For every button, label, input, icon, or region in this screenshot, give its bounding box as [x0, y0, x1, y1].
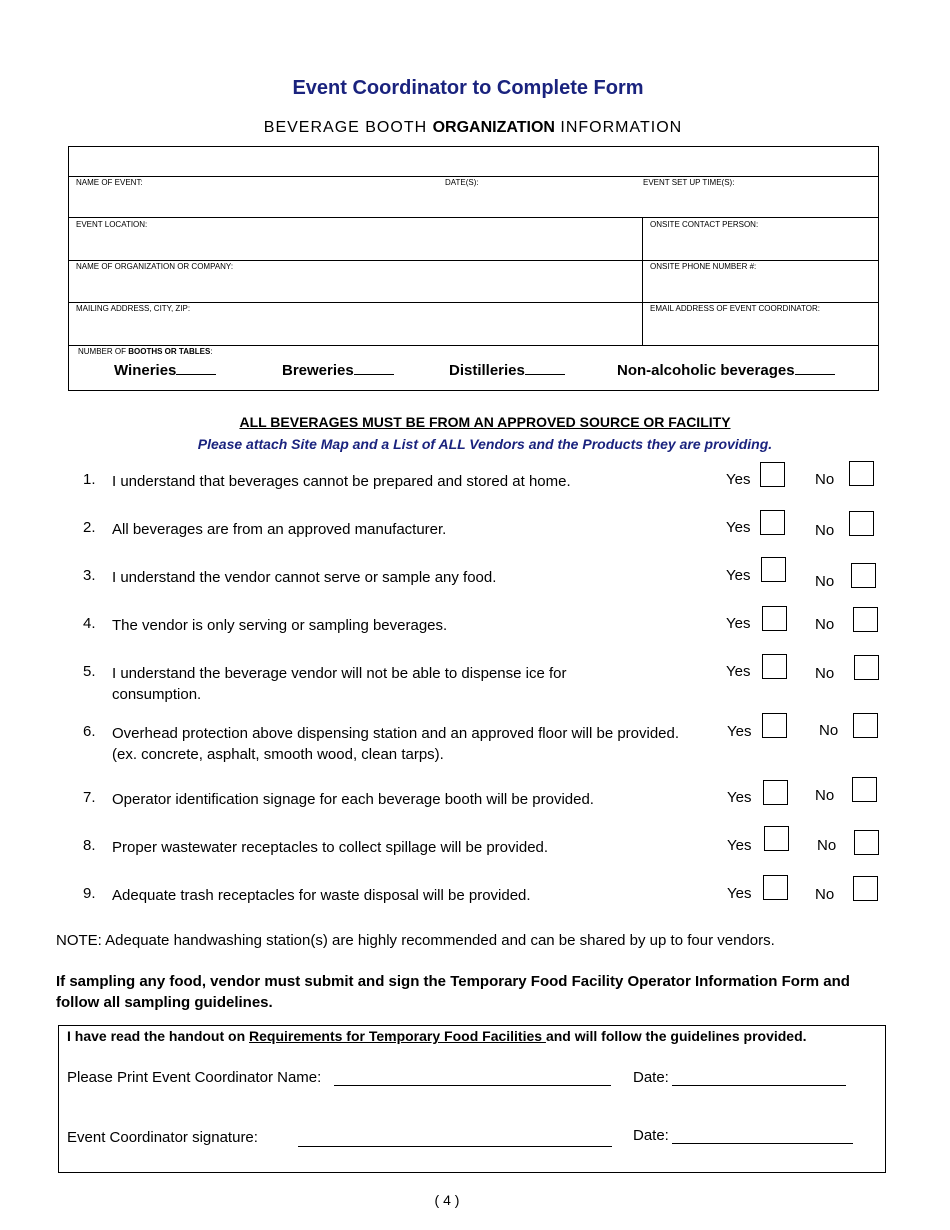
- question-line-2: (ex. concrete, asphalt, smooth wood, clean tarps).: [112, 746, 444, 763]
- yes-label: Yes: [727, 723, 752, 740]
- no-checkbox[interactable]: [853, 876, 878, 901]
- question-number: 2.: [83, 519, 96, 536]
- yes-checkbox[interactable]: [763, 780, 788, 805]
- question-number: 6.: [83, 723, 96, 740]
- question-line-2: consumption.: [112, 686, 202, 703]
- date-line[interactable]: [672, 1085, 846, 1086]
- no-label: No: [815, 665, 835, 682]
- booths-bold: BOOTHS OR TABLES: [128, 347, 211, 356]
- subtitle-pre: BEVERAGE BOOTH: [263, 119, 433, 136]
- question-line: Overhead protection above dispensing station and an approved floor will be provided.: [112, 725, 680, 742]
- yes-label: Yes: [727, 789, 752, 806]
- question-number: 4.: [83, 615, 96, 632]
- booths-post: :: [210, 347, 213, 356]
- setup-time-field[interactable]: EVENT SET UP TIME(S):: [643, 178, 735, 187]
- yes-checkbox[interactable]: [760, 510, 785, 535]
- question-text: Adequate trash receptacles for waste disposal will be provided.: [112, 887, 531, 904]
- no-label: No: [815, 573, 835, 590]
- no-checkbox[interactable]: [849, 511, 874, 536]
- ack-pre: I have read the handout on: [67, 1028, 250, 1044]
- question-text: All beverages are from an approved manufacturer.: [112, 521, 447, 538]
- nonalcoholic-label: Non-alcoholic beverages: [617, 362, 795, 379]
- breweries-blank[interactable]: [354, 360, 394, 375]
- subtitle-post: INFORMATION: [554, 119, 683, 136]
- table-divider: [68, 217, 879, 218]
- question-number: 9.: [83, 885, 96, 902]
- no-checkbox[interactable]: [853, 607, 878, 632]
- onsite-phone-field[interactable]: ONSITE PHONE NUMBER #:: [650, 262, 757, 271]
- no-checkbox[interactable]: [852, 777, 877, 802]
- question-text: [112, 723, 717, 765]
- yes-checkbox[interactable]: [762, 606, 787, 631]
- yes-label: Yes: [726, 471, 751, 488]
- question-number: 7.: [83, 789, 96, 806]
- form-title: Event Coordinator to Complete Form: [292, 77, 644, 99]
- no-label: No: [815, 787, 835, 804]
- question-text: Proper wastewater receptacles to collect spillage will be provided.: [112, 839, 549, 856]
- no-checkbox[interactable]: [854, 830, 879, 855]
- distilleries-blank[interactable]: [525, 360, 565, 375]
- table-divider: [68, 176, 879, 177]
- yes-label: Yes: [726, 519, 751, 536]
- distilleries-label: Distilleries: [449, 362, 525, 379]
- no-label: No: [815, 886, 835, 903]
- no-checkbox[interactable]: [853, 713, 878, 738]
- no-label: No: [817, 837, 837, 854]
- date-line-2[interactable]: [672, 1143, 853, 1144]
- wineries-label: Wineries: [114, 362, 177, 379]
- no-label: No: [815, 616, 835, 633]
- ack-post: and will follow the guidelines provided.: [545, 1028, 807, 1044]
- yes-checkbox[interactable]: [764, 826, 789, 851]
- handwashing-note: NOTE: Adequate handwashing station(s) are highly recommended and can be shared by up to four vendors.: [56, 932, 775, 949]
- table-divider: [68, 302, 879, 303]
- yes-label: Yes: [727, 837, 752, 854]
- organization-name-field[interactable]: NAME OF ORGANIZATION OR COMPANY:: [76, 262, 234, 271]
- sampling-requirement: If sampling any food, vendor must submit and sign the Temporary Food Facility Operator Information Form and follow all sampling guidelines.: [56, 973, 850, 1011]
- signature-line[interactable]: [298, 1146, 612, 1147]
- yes-checkbox[interactable]: [762, 713, 787, 738]
- print-name-line[interactable]: [334, 1085, 611, 1086]
- no-checkbox[interactable]: [854, 655, 879, 680]
- acknowledgement-statement: [67, 1028, 807, 1044]
- distilleries-count[interactable]: [449, 360, 565, 379]
- yes-checkbox[interactable]: [763, 875, 788, 900]
- handout-title: Requirements for Temporary Food Facilities: [249, 1028, 546, 1044]
- question-number: 5.: [83, 663, 96, 680]
- no-checkbox[interactable]: [851, 563, 876, 588]
- page-number: ( 4 ): [434, 1192, 460, 1208]
- question-text: The vendor is only serving or sampling beverages.: [112, 617, 448, 634]
- yes-label: Yes: [726, 567, 751, 584]
- question-text: [112, 663, 717, 705]
- dates-field[interactable]: DATE(S):: [445, 178, 479, 187]
- yes-label: Yes: [726, 615, 751, 632]
- table-divider: [68, 345, 879, 346]
- question-text: Operator identification signage for each beverage booth will be provided.: [112, 791, 594, 808]
- no-label: No: [819, 722, 839, 739]
- date-label-2: Date:: [633, 1127, 669, 1144]
- booths-label: [78, 347, 213, 356]
- question-number: 8.: [83, 837, 96, 854]
- breweries-label: Breweries: [282, 362, 354, 379]
- no-label: No: [815, 522, 835, 539]
- booths-pre: NUMBER OF: [78, 347, 129, 356]
- nonalcoholic-blank[interactable]: [795, 360, 835, 375]
- coordinator-email-field[interactable]: EMAIL ADDRESS OF EVENT COORDINATOR:: [650, 304, 820, 313]
- table-divider: [68, 260, 879, 261]
- question-text: I understand that beverages cannot be prepared and stored at home.: [112, 473, 571, 490]
- table-divider: [642, 217, 643, 345]
- yes-label: Yes: [727, 885, 752, 902]
- yes-checkbox[interactable]: [761, 557, 786, 582]
- wineries-count[interactable]: [114, 360, 216, 379]
- question-number: 3.: [83, 567, 96, 584]
- approved-source-banner: ALL BEVERAGES MUST BE FROM AN APPROVED SOURCE OR FACILITY: [239, 414, 731, 430]
- event-location-field[interactable]: EVENT LOCATION:: [76, 220, 148, 229]
- no-checkbox[interactable]: [849, 461, 874, 486]
- onsite-contact-field[interactable]: ONSITE CONTACT PERSON:: [650, 220, 759, 229]
- question-line: I understand the beverage vendor will not be able to dispense ice for: [112, 665, 567, 682]
- date-label: Date:: [633, 1069, 669, 1086]
- nonalcoholic-count[interactable]: [617, 360, 835, 379]
- mailing-address-field[interactable]: MAILING ADDRESS, CITY, ZIP:: [76, 304, 191, 313]
- subtitle-bold: ORGANIZATION: [432, 119, 555, 136]
- yes-checkbox[interactable]: [762, 654, 787, 679]
- print-name-label: Please Print Event Coordinator Name:: [67, 1069, 322, 1086]
- no-label: No: [815, 471, 835, 488]
- wineries-blank[interactable]: [176, 360, 216, 375]
- acknowledgement-box: [58, 1025, 886, 1173]
- question-number: 1.: [83, 471, 96, 488]
- form-subtitle: [0, 119, 946, 137]
- breweries-count[interactable]: [282, 360, 394, 379]
- signature-label: Event Coordinator signature:: [67, 1129, 258, 1146]
- event-name-field[interactable]: NAME OF EVENT:: [76, 178, 143, 187]
- yes-checkbox[interactable]: [760, 462, 785, 487]
- question-text: I understand the vendor cannot serve or sample any food.: [112, 569, 497, 586]
- yes-label: Yes: [726, 663, 751, 680]
- attach-instructions: Please attach Site Map and a List of ALL Vendors and the Products they are providing.: [197, 436, 773, 452]
